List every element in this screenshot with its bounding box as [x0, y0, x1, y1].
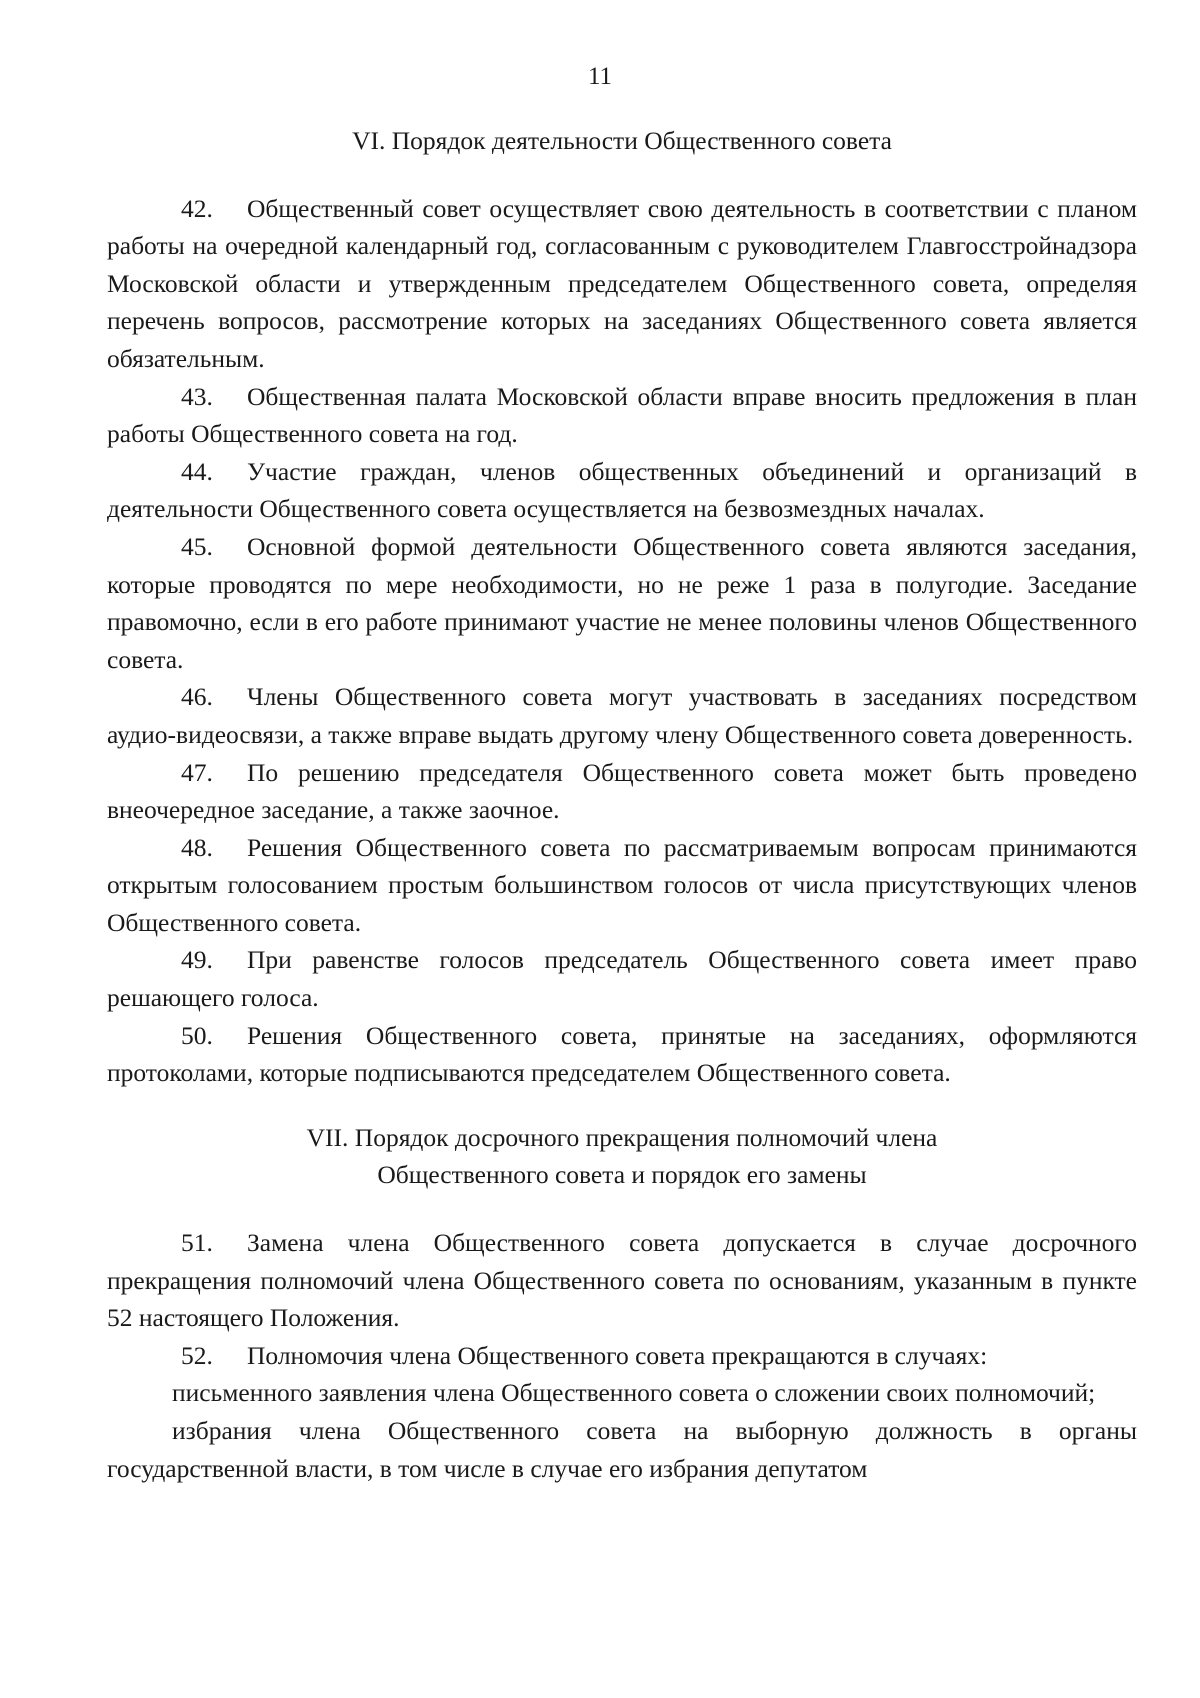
clause-text: Решения Общественного совета, принятые на заседаниях, оформляются протоколами, которые подписываются председателем Общественного совета.: [107, 1020, 1137, 1088]
clause-52-case-election: избрания члена Общественного совета на выборную должность в органы государственной власти, в том числе в случае его избрания депутатом: [107, 1416, 1137, 1483]
clause-48: [107, 829, 1137, 942]
section-7-title-line-2: Общественного совета и порядок его замены: [377, 1160, 867, 1190]
clause-text: При равенстве голосов председатель Общественного совета имеет право решающего голоса.: [107, 945, 1137, 1013]
clause-number: 43.: [181, 381, 213, 411]
section-7-title: [107, 1119, 1137, 1194]
clause-text: Полномочия члена Общественного совета прекращаются в случаях:: [247, 1340, 988, 1370]
clause-text: Решения Общественного совета по рассматриваемым вопросам принимаются открытым голосованием простым большинством голосов от числа присутствующих членов Общественного совета.: [107, 832, 1137, 937]
clause-number: 44.: [181, 456, 213, 486]
clause-number: 46.: [181, 682, 213, 712]
clause-text: Основной формой деятельности Общественного совета являются заседания, которые проводятся по мере необходимости, но не реже 1 раза в полугодие. Заседание правомочно, если в его работе принимают участие не менее половины членов Общественного совета.: [107, 531, 1137, 674]
clause-number: 50.: [181, 1020, 213, 1050]
clause-text: Участие граждан, членов общественных объединений и организаций в деятельности Общественного совета осуществляется на безвозмездных началах.: [107, 456, 1137, 524]
clause-52: [107, 1337, 1137, 1375]
clause-number: 52.: [181, 1340, 213, 1370]
section-7-title-line-1: VII. Порядок досрочного прекращения полномочий члена: [306, 1122, 938, 1152]
section-6-title-text: VI. Порядок деятельности Общественного совета: [352, 126, 892, 155]
clause-number: 47.: [181, 757, 213, 787]
clause-number: 45.: [181, 531, 213, 561]
section-6-title: [107, 122, 1137, 160]
clause-51: [107, 1224, 1137, 1337]
clause-52-case-resignation: письменного заявления члена Общественного совета о сложении своих полномочий;: [172, 1378, 1096, 1408]
clause-text: Замена члена Общественного совета допускается в случае досрочного прекращения полномочий члена Общественного совета по основаниям, указанным в пункте 52 настоящего Положения.: [107, 1228, 1137, 1333]
clause-number: 51.: [181, 1228, 213, 1258]
clause-43: [107, 378, 1137, 453]
clause-46: [107, 678, 1137, 753]
clause-42: [107, 190, 1137, 378]
clause-44: [107, 453, 1137, 528]
clause-text: Общественная палата Московской области вправе вносить предложения в план работы Общественного совета на год.: [107, 381, 1137, 449]
clause-number: 42.: [181, 193, 213, 223]
clause-number: 49.: [181, 945, 213, 975]
clause-text: По решению председателя Общественного совета может быть проведено внеочередное заседание, а также заочное.: [107, 757, 1137, 825]
page-number: 11: [587, 63, 613, 90]
clause-47: [107, 754, 1137, 829]
clause-text: Члены Общественного совета могут участвовать в заседаниях посредством аудио-видеосвязи, а также вправе выдать другому члену Общественного совета доверенность.: [107, 682, 1137, 749]
clause-number: 48.: [181, 832, 213, 862]
clause-text: Общественный совет осуществляет свою деятельность в соответствии с планом работы на очередной календарный год, согласованным с руководителем Главгосстройнадзора Московской области и утвержденным председателем Общественного совета, определяя перечень вопросов, рассмотрение которых на заседаниях Общественного совета является обязательным.: [107, 193, 1137, 373]
clause-50: [107, 1017, 1137, 1092]
document-body: [107, 122, 1137, 1487]
clause-49: [107, 941, 1137, 1016]
clause-45: [107, 528, 1137, 678]
